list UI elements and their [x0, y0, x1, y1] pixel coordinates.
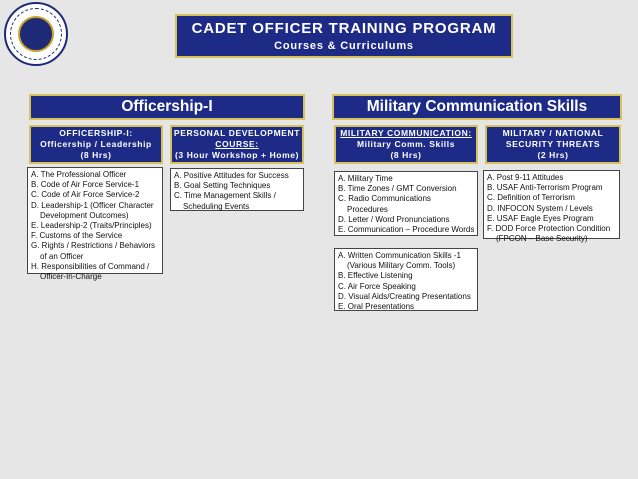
list-item: B. Effective Listening	[338, 271, 413, 281]
list-item: C. Air Force Speaking	[338, 281, 416, 291]
list-item: C. Radio Communications	[338, 194, 431, 204]
course-title: OFFICERSHIP-I:	[59, 128, 133, 138]
military-communication-topic-list	[334, 171, 478, 236]
list-item: A. Military Time	[338, 174, 393, 183]
course-title: MILITARY / NATIONAL	[502, 128, 604, 138]
course-hours: (3 Hour Workshop + Home)	[174, 150, 300, 160]
course-subtitle: Officership / Leadership	[40, 139, 152, 149]
list-item: D. Visual Aids/Creating Presentations	[338, 291, 471, 301]
list-item: E. USAF Eagle Eyes Program	[487, 213, 594, 223]
list-item: B. Code of Air Force Service-1	[31, 180, 140, 190]
list-item: A. The Professional Officer	[31, 170, 127, 179]
list-item-continuation: of an Officer	[40, 251, 84, 261]
list-item-continuation: Development Outcomes)	[40, 210, 129, 220]
course-subtitle: SECURITY THREATS	[505, 139, 601, 149]
list-item: F. DOD Force Protection Condition	[487, 224, 611, 234]
course-hours: (8 Hrs)	[80, 150, 112, 160]
course-officership-header	[29, 125, 163, 164]
security-threats-topic-list	[483, 170, 620, 244]
list-item-continuation: Procedures	[347, 204, 388, 214]
program-title-banner	[175, 14, 513, 58]
list-item: D. INFOCON System / Levels	[487, 203, 593, 213]
list-item: D. Leadership-1 (Officer Character	[31, 200, 154, 210]
list-item: A. Positive Attitudes for Success	[174, 171, 289, 180]
list-item: H. Responsibilities of Command /	[31, 261, 150, 271]
personal-development-topic-list	[170, 168, 304, 211]
section-officership: Officership-I	[29, 94, 305, 120]
list-item: C. Time Management Skills /	[174, 191, 276, 201]
program-subtitle: Courses & Curriculums	[274, 40, 414, 52]
list-item: C. Definition of Terrorism	[487, 193, 575, 203]
list-item-continuation: (FPCON – Base Security)	[496, 234, 588, 244]
list-item: B. Goal Setting Techniques	[174, 181, 271, 191]
section-military-communication: Military Communication Skills	[332, 94, 622, 120]
list-item: E. Leadership-2 (Traits/Principles)	[31, 221, 152, 231]
course-military-communication-header	[334, 125, 478, 164]
list-item: A. Written Communication Skills -1	[338, 251, 461, 260]
list-item: D. Letter / Word Pronunciations	[338, 214, 450, 224]
list-item-continuation: Officer-In-Charge	[40, 272, 102, 282]
seal-emblem	[18, 16, 54, 52]
list-item: C. Code of Air Force Service-2	[31, 190, 140, 200]
course-subtitle: COURSE:	[215, 139, 259, 149]
course-title: PERSONAL DEVELOPMENT	[173, 128, 301, 138]
officership-topic-list	[27, 167, 163, 282]
course-personal-development-header	[170, 125, 304, 164]
course-security-threats-header	[485, 125, 621, 164]
list-item: F. Customs of the Service	[31, 231, 123, 241]
written-communication-topic-list	[334, 248, 478, 311]
course-subtitle: Military Comm. Skills	[356, 139, 456, 149]
air-force-seal-icon	[4, 2, 68, 66]
list-item: E. Oral Presentations	[338, 302, 415, 312]
list-item: B. USAF Anti-Terrorism Program	[487, 183, 603, 193]
list-item: G. Rights / Restrictions / Behaviors	[31, 241, 156, 251]
course-hours: (8 Hrs)	[390, 150, 422, 160]
list-item: B. Time Zones / GMT Conversion	[338, 184, 457, 194]
course-title: MILITARY COMMUNICATION:	[340, 128, 472, 138]
course-hours: (2 Hrs)	[537, 150, 569, 160]
list-item-continuation: (Various Military Comm. Tools)	[347, 261, 456, 271]
program-title: CADET OFFICER TRAINING PROGRAM	[191, 20, 497, 37]
list-item-continuation: Scheduling Events	[183, 201, 250, 211]
list-item: E. Communication – Procedure Words	[338, 225, 475, 235]
list-item: A. Post 9-11 Attitudes	[487, 173, 564, 182]
